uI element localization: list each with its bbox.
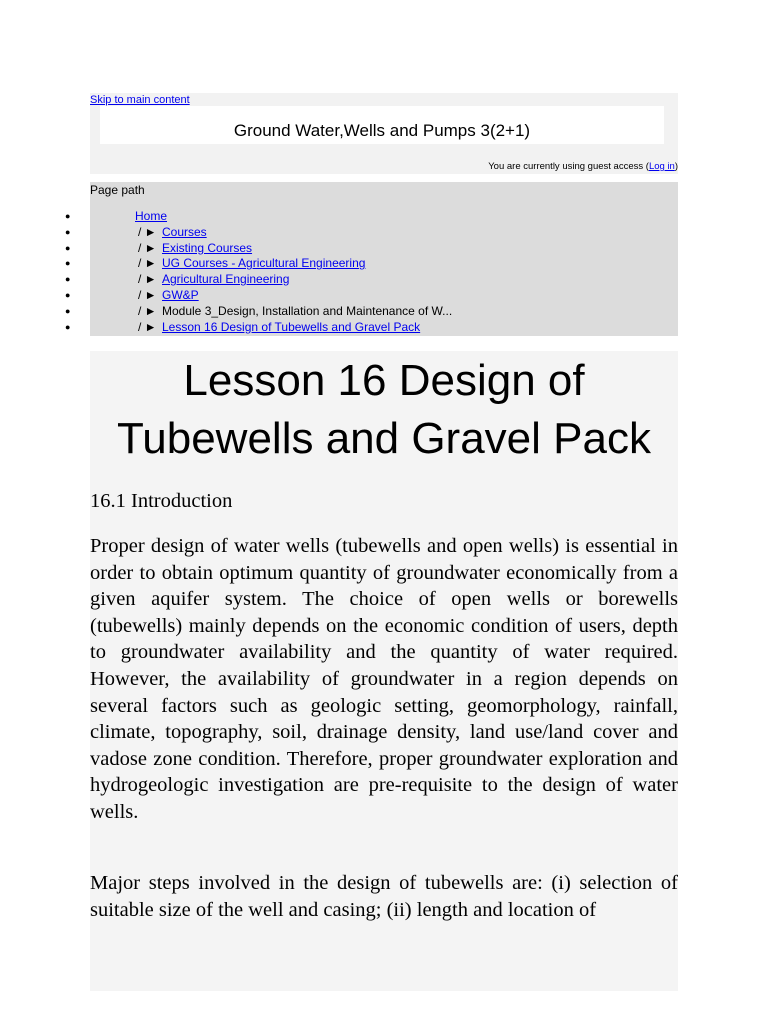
guest-access-close: ) bbox=[674, 161, 678, 172]
breadcrumb-separator: / ► bbox=[138, 256, 157, 271]
breadcrumb-separator: / ► bbox=[138, 287, 157, 302]
breadcrumb-link-courses[interactable]: Courses bbox=[162, 224, 207, 239]
bullet-icon: ● bbox=[65, 305, 71, 316]
breadcrumb-link-lesson-16[interactable]: Lesson 16 Design of Tubewells and Gravel Pack bbox=[162, 319, 421, 334]
bullet-icon: ● bbox=[65, 226, 71, 237]
intro-paragraph: Proper design of water wells (tubewells and open wells) is essential in order to obtain optimum quantity of groundwater economically from a given aquifer system. The choice of open wells or borewells (tubewells) mainly depends on the economic condition of users, depth to groundwater availability and the quantity of water required. However, the availability of groundwater in a region depends on several factors such as geologic setting, geomorphology, rainfall, climate, topography, soil, drainage density, land use/land cover and vadose zone condition. Therefore, proper groundwater exploration and hydrogeologic investigation are pre-requisite to the design of water wells. bbox=[90, 535, 678, 823]
breadcrumb-link-ug-courses[interactable]: UG Courses - Agricultural Engineering bbox=[162, 256, 366, 271]
breadcrumb-item-agricultural-engineering bbox=[0, 272, 700, 288]
guest-access-text: You are currently using guest access ( bbox=[488, 161, 649, 172]
breadcrumb-separator: / ► bbox=[138, 303, 157, 318]
guest-access-notice bbox=[488, 161, 678, 172]
breadcrumb-link-agricultural-engineering[interactable]: Agricultural Engineering bbox=[162, 272, 290, 287]
breadcrumb-item-gwp bbox=[0, 288, 700, 304]
bullet-icon: ● bbox=[65, 211, 71, 221]
breadcrumb-item-module-3 bbox=[0, 304, 700, 320]
bullet-icon: ● bbox=[65, 242, 71, 253]
breadcrumb-item-home bbox=[0, 209, 700, 225]
lesson-title: Lesson 16 Design of Tubewells and Gravel Pack bbox=[117, 356, 651, 463]
bullet-icon: ● bbox=[65, 274, 71, 285]
breadcrumb-text-module-3: Module 3_Design, Installation and Maintenance of W... bbox=[162, 303, 453, 318]
bullet-icon: ● bbox=[65, 289, 71, 300]
breadcrumb-item-lesson-16 bbox=[0, 320, 700, 336]
login-link[interactable]: Log in bbox=[648, 161, 675, 172]
site-title: Ground Water,Wells and Pumps 3(2+1) bbox=[233, 121, 531, 140]
breadcrumb bbox=[0, 209, 700, 335]
section-heading: 16.1 Introduction bbox=[90, 490, 233, 512]
breadcrumb-link-gwp[interactable]: GW&P bbox=[162, 287, 199, 302]
breadcrumb-separator: / ► bbox=[138, 240, 157, 255]
breadcrumb-separator: / ► bbox=[138, 319, 157, 334]
bullet-icon: ● bbox=[65, 321, 71, 332]
bullet-icon: ● bbox=[65, 258, 71, 269]
breadcrumb-separator: / ► bbox=[138, 272, 157, 287]
breadcrumb-link-existing-courses[interactable]: Existing Courses bbox=[162, 240, 253, 255]
page-path-label: Page path bbox=[90, 183, 145, 197]
design-steps-paragraph: Major steps involved in the design of tubewells are: (i) selection of suitable size of the well and casing; (ii) length and location of bbox=[90, 872, 678, 921]
breadcrumb-item-ug-courses bbox=[0, 256, 700, 272]
breadcrumb-link-home[interactable]: Home bbox=[135, 209, 168, 223]
breadcrumb-separator: / ► bbox=[138, 224, 157, 239]
breadcrumb-item-courses bbox=[0, 225, 700, 241]
skip-to-main-content-link[interactable]: Skip to main content bbox=[90, 94, 190, 106]
breadcrumb-item-existing-courses bbox=[0, 241, 700, 257]
